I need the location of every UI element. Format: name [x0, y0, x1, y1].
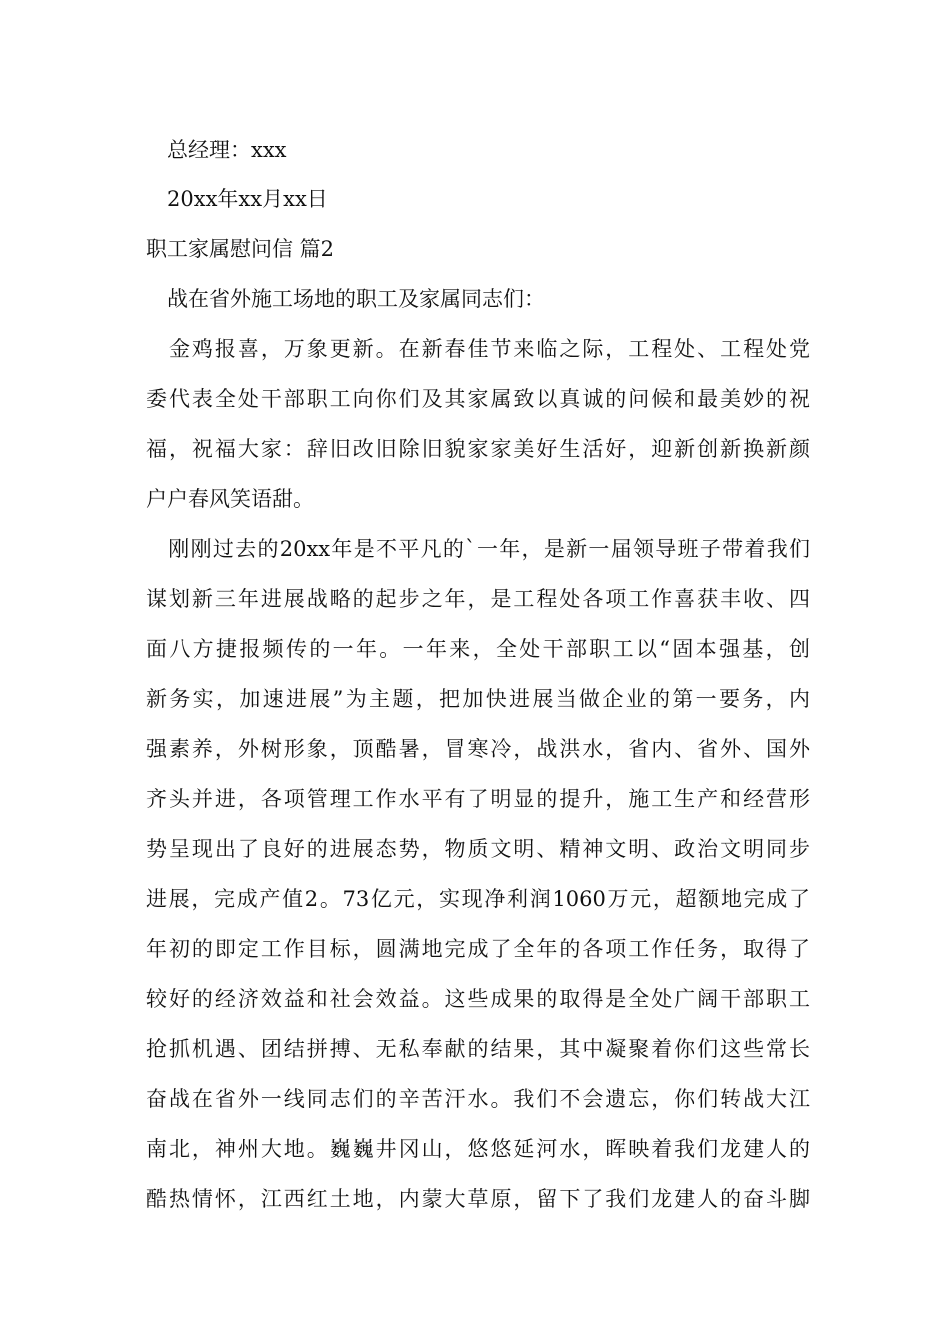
- paragraph-2-line: 南北，神州大地。巍巍井冈山，悠悠延河水，晖映着我们龙建人的: [146, 1137, 810, 1161]
- signature-date: 20xx年xx月xx日: [146, 187, 328, 211]
- paragraph-2-line: 齐头并进，各项管理工作水平有了明显的提升，施工生产和经营形: [146, 787, 810, 811]
- paragraph-2-line: 刚刚过去的20xx年是不平凡的`一年，是新一届领导班子带着我们: [146, 537, 810, 561]
- signature-title: 总经理：xxx: [146, 138, 287, 162]
- paragraph-2-line: 抢抓机遇、团结拼搏、无私奉献的结果，其中凝聚着你们这些常长: [146, 1037, 810, 1061]
- section-heading: 职工家属慰问信 篇2: [146, 237, 335, 261]
- paragraph-1-line: 金鸡报喜，万象更新。在新春佳节来临之际，工程处、工程处党: [146, 337, 810, 361]
- paragraph-2-line: 年初的即定工作目标，圆满地完成了全年的各项工作任务，取得了: [146, 937, 810, 961]
- paragraph-2-line: 奋战在省外一线同志们的辛苦汗水。我们不会遗忘，你们转战大江: [146, 1087, 810, 1111]
- salutation: 战在省外施工场地的职工及家属同志们：: [146, 287, 545, 311]
- paragraph-2-line: 进展，完成产值2。73亿元，实现净利润1060万元，超额地完成了: [146, 887, 810, 911]
- paragraph-1-line: 户户春风笑语甜。: [146, 487, 314, 511]
- paragraph-1-line: 委代表全处干部职工向你们及其家属致以真诚的问候和最美妙的祝: [146, 387, 810, 411]
- paragraph-2-line: 酷热情怀，江西红土地，内蒙大草原，留下了我们龙建人的奋斗脚: [146, 1187, 810, 1211]
- paragraph-2-line: 新务实，加速进展”为主题，把加快进展当做企业的第一要务，内: [146, 687, 810, 711]
- paragraph-2-line: 较好的经济效益和社会效益。这些成果的取得是全处广阔干部职工: [146, 987, 810, 1011]
- paragraph-2-line: 强素养，外树形象，顶酷暑，冒寒冷，战洪水，省内、省外、国外: [146, 737, 810, 761]
- paragraph-2-line: 面八方捷报频传的一年。一年来，全处干部职工以“固本强基，创: [146, 637, 810, 661]
- paragraph-1-line: 福，祝福大家：辞旧改旧除旧貌家家美好生活好，迎新创新换新颜: [146, 437, 810, 461]
- paragraph-2-line: 势呈现出了良好的进展态势，物质文明、精神文明、政治文明同步: [146, 837, 810, 861]
- paragraph-2-line: 谋划新三年进展战略的起步之年，是工程处各项工作喜获丰收、四: [146, 587, 810, 611]
